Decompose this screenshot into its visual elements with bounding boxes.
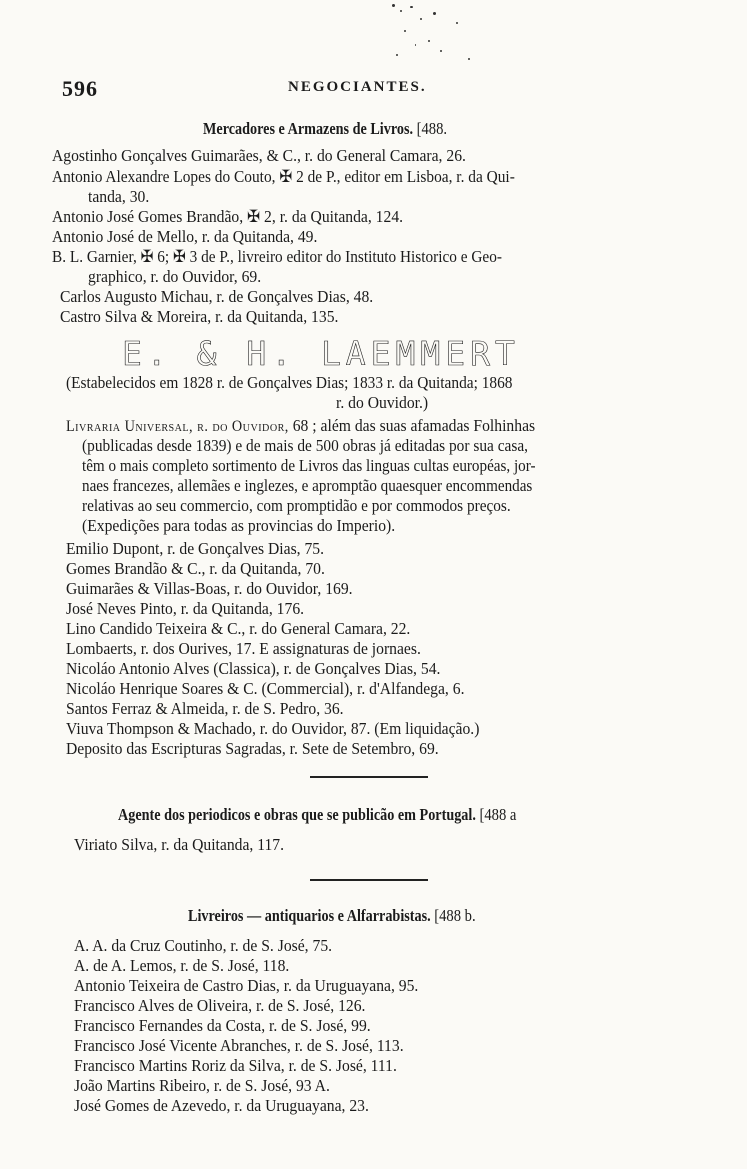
entry: Santos Ferraz & Almeida, r. de S. Pedro, 36.	[66, 699, 344, 718]
entry: A. A. da Cruz Coutinho, r. de S. José, 75.	[74, 936, 333, 955]
entry: Emilio Dupont, r. de Gonçalves Dias, 75.	[66, 539, 325, 558]
entry: Francisco Fernandes da Costa, r. de S. José, 99.	[74, 1016, 371, 1035]
entry: Guimarães & Villas-Boas, r. do Ouvidor, 169.	[66, 579, 353, 598]
divider	[310, 776, 428, 778]
entry: Nicoláo Henrique Soares & C. (Commercial), r. d'Alfandega, 6.	[66, 679, 465, 698]
entry-continuation: graphico, r. do Ouvidor, 69.	[88, 267, 262, 286]
entry: B. L. Garnier, ✠ 6; ✠ 3 de P., livreiro editor do Instituto Historico e Geo-	[52, 247, 502, 266]
entry: A. de A. Lemos, r. de S. José, 118.	[74, 956, 290, 975]
laemmert-desc-first: Livraria Universal, r. do Ouvidor, 68 ; além das suas afamadas Folhinhas	[66, 416, 536, 435]
divider	[310, 879, 428, 881]
entry: Antonio José de Mello, r. da Quitanda, 49.	[52, 227, 318, 246]
laemmert-desc: naes francezes, allemães e inglezes, e apromptão quaesquer encommendas	[82, 476, 533, 495]
entry: Castro Silva & Moreira, r. da Quitanda, 135.	[60, 307, 339, 326]
entry: Agostinho Gonçalves Guimarães, & C., r. do General Camara, 26.	[52, 146, 466, 165]
entry: Viriato Silva, r. da Quitanda, 117.	[74, 835, 285, 854]
entry: Lombaerts, r. dos Ourives, 17. E assignaturas de jornaes.	[66, 639, 421, 658]
entry: Deposito das Escripturas Sagradas, r. Sete de Setembro, 69.	[66, 739, 439, 758]
entry: José Gomes de Azevedo, r. da Uruguayana, 23.	[74, 1096, 369, 1115]
entry: Antonio Teixeira de Castro Dias, r. da Uruguayana, 95.	[74, 976, 419, 995]
laemmert-desc: têm o mais completo sortimento de Livros das linguas cultas européas, jor-	[82, 456, 536, 475]
section-title-mercadores: Mercadores e Armazens de Livros. [488.	[203, 119, 448, 138]
entry: José Neves Pinto, r. da Quitanda, 176.	[66, 599, 305, 618]
laemmert-desc: (publicadas desde 1839) e de mais de 500 obras já editadas por sua casa,	[82, 436, 529, 455]
entry: Antonio José Gomes Brandão, ✠ 2, r. da Quitanda, 124.	[52, 207, 404, 226]
laemmert-title: E. & H. LAEMMERT	[122, 334, 520, 373]
section-title-livreiros: Livreiros — antiquarios e Alfarrabistas. [488 b.	[188, 906, 476, 925]
entry: Francisco José Vicente Abranches, r. de S. José, 113.	[74, 1036, 404, 1055]
entry: Lino Candido Teixeira & C., r. do General Camara, 22.	[66, 619, 411, 638]
entry: Francisco Martins Roriz da Silva, r. de S. José, 111.	[74, 1056, 397, 1075]
entry: Francisco Alves de Oliveira, r. de S. José, 126.	[74, 996, 366, 1015]
entry: Carlos Augusto Michau, r. de Gonçalves Dias, 48.	[60, 287, 374, 306]
laemmert-desc: (Expedições para todas as provincias do Imperio).	[82, 516, 396, 535]
entry: Nicoláo Antonio Alves (Classica), r. de Gonçalves Dias, 54.	[66, 659, 441, 678]
page-number: 596	[62, 76, 98, 101]
laemmert-established: (Estabelecidos em 1828 r. de Gonçalves Dias; 1833 r. da Quitanda; 1868	[66, 373, 513, 392]
entry: Gomes Brandão & C., r. da Quitanda, 70.	[66, 559, 325, 578]
entry: Antonio Alexandre Lopes do Couto, ✠ 2 de P., editor em Lisboa, r. da Qui-	[52, 167, 515, 186]
page-header	[62, 76, 662, 100]
laemmert-established-cont: r. do Ouvidor.)	[336, 393, 429, 412]
running-head: NEGOCIANTES.	[288, 79, 427, 95]
section-title-agente: Agente dos periodicos e obras que se publicão em Portugal. [488 a	[118, 805, 517, 824]
entry: João Martins Ribeiro, r. de S. José, 93 A.	[74, 1076, 330, 1095]
laemmert-desc: relativas ao seu commercio, com promptidão e por commodos preços.	[82, 496, 511, 515]
entry-continuation: tanda, 30.	[88, 187, 150, 206]
entry: Viuva Thompson & Machado, r. do Ouvidor, 87. (Em liquidação.)	[66, 719, 480, 738]
